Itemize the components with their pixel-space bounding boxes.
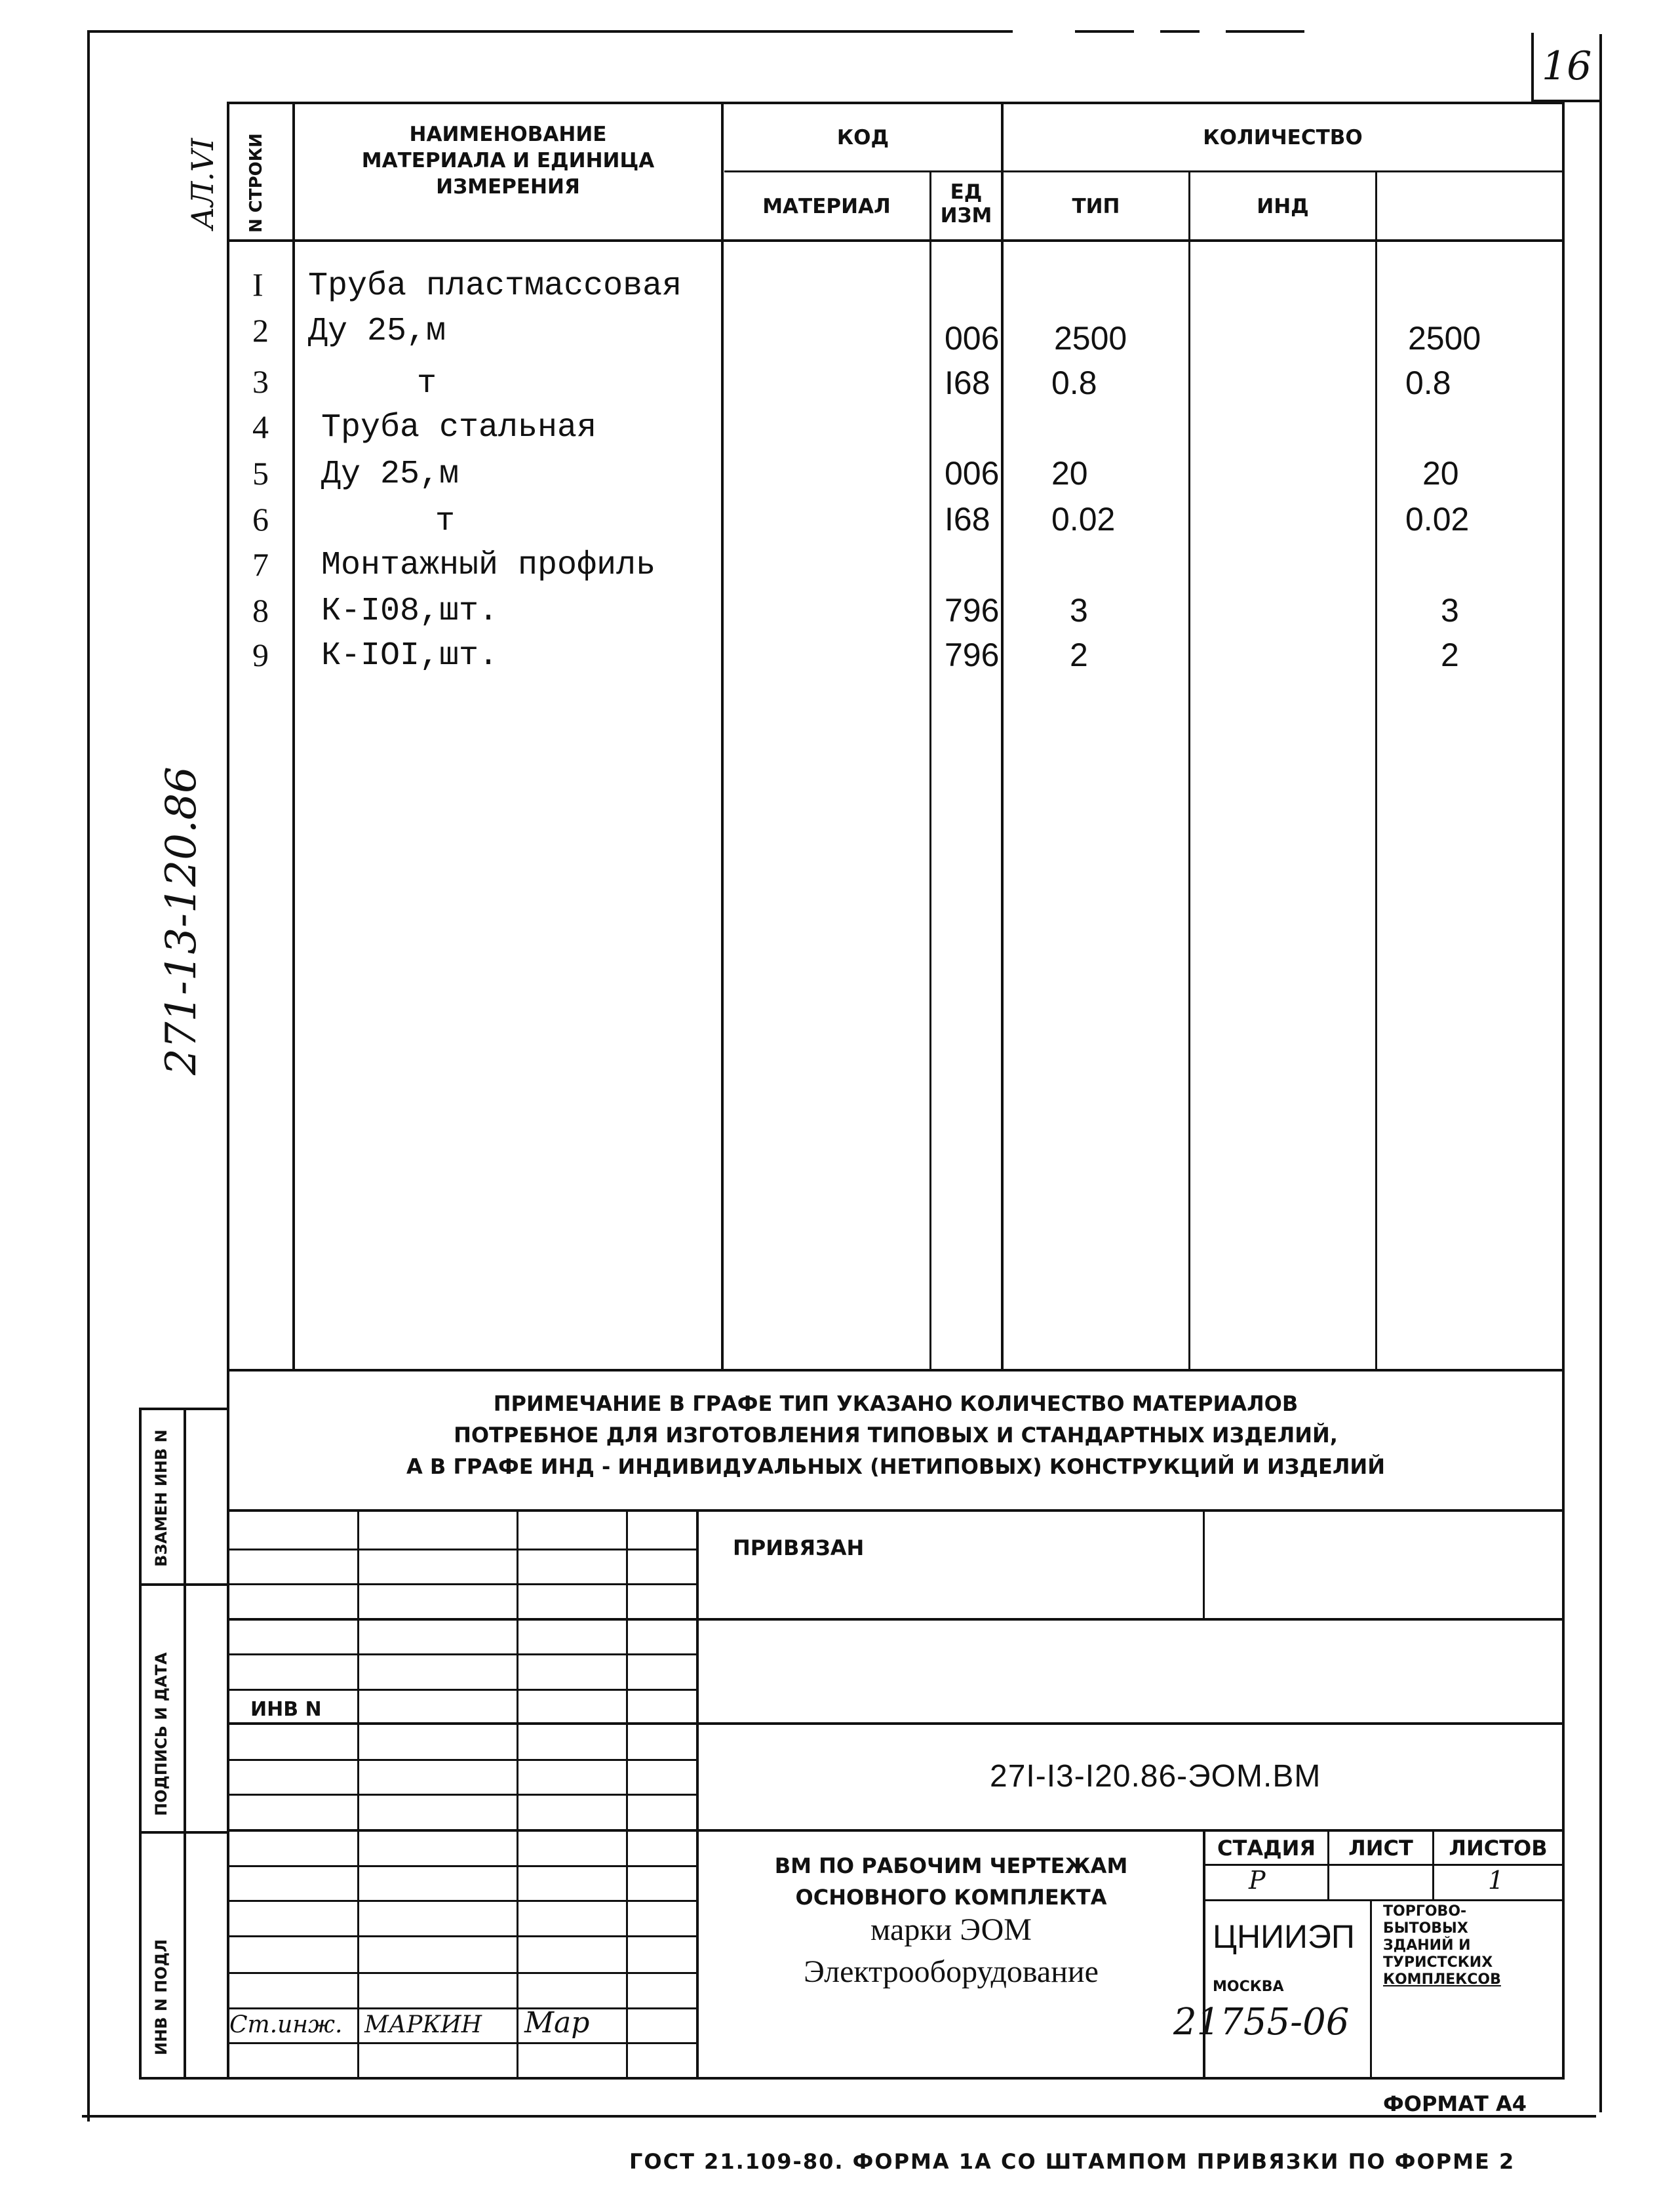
header-name-line2: МАТЕРИАЛА И ЕДИНИЦА bbox=[361, 149, 655, 172]
margin-vzamen-label: ВЗАМЕН ИНВ N bbox=[152, 1429, 170, 1567]
stamp-row-11 bbox=[228, 1900, 697, 1902]
inv-n-label: ИНВ N bbox=[250, 1698, 322, 1721]
row-name: Монтажный профиль bbox=[321, 547, 656, 584]
row-number: 3 bbox=[252, 363, 269, 400]
table-top bbox=[228, 102, 1563, 104]
stage-value: Р bbox=[1249, 1866, 1266, 1895]
row-number: 4 bbox=[252, 408, 269, 445]
header-type: ТИП bbox=[1072, 195, 1120, 218]
org-desc-line4: ТУРИСТСКИХ bbox=[1383, 1954, 1493, 1971]
row-unit: 796 bbox=[945, 592, 1000, 629]
row-number: 9 bbox=[252, 637, 269, 673]
row-number: 7 bbox=[252, 546, 269, 583]
row-type: 20 bbox=[1051, 455, 1088, 492]
stamp-row-4 bbox=[228, 1653, 697, 1655]
header-material: МАТЕРИАЛ bbox=[762, 195, 891, 218]
frame-left-line bbox=[87, 30, 90, 2122]
stamp-row-3 bbox=[228, 1618, 1563, 1621]
stamp-row-6 bbox=[228, 1722, 1563, 1725]
frame-right-line bbox=[1599, 34, 1602, 2112]
margin-strip-bottom bbox=[139, 2077, 1565, 2080]
margin-strip-sep1 bbox=[139, 1583, 229, 1586]
row-total: 2500 bbox=[1408, 320, 1481, 357]
side-document-code: 271-13-120.86 bbox=[157, 766, 206, 1075]
signature: Мар bbox=[524, 2006, 590, 2040]
frame-bottom-line bbox=[82, 2115, 1596, 2118]
table-header-bottom bbox=[228, 239, 1563, 242]
stamp-row-2 bbox=[228, 1583, 697, 1585]
privyazan-divider bbox=[1203, 1510, 1205, 1619]
title-line4: Электрооборудование bbox=[804, 1954, 1099, 1989]
format-label: ФОРМАТ А4 bbox=[1383, 2091, 1527, 2116]
privyazan-label: ПРИВЯЗАН bbox=[733, 1535, 865, 1560]
row-unit: 006 bbox=[945, 455, 1000, 492]
col-ind-right bbox=[1375, 172, 1377, 1370]
note-text bbox=[229, 1388, 1562, 1482]
stamp-row-8 bbox=[228, 1794, 697, 1796]
frame-top-dash-1 bbox=[1075, 30, 1134, 33]
title-block bbox=[699, 1850, 1203, 1913]
table-body-bottom bbox=[228, 1369, 1563, 1372]
row-name: Ду 25,м bbox=[321, 456, 459, 493]
surname-label: МАРКИН bbox=[364, 2011, 482, 2038]
stamp-row-1 bbox=[228, 1549, 697, 1550]
stamp-row-7 bbox=[228, 1759, 697, 1761]
frame-top-dash-3 bbox=[1226, 30, 1304, 33]
note-bottom bbox=[228, 1509, 1563, 1512]
org-desc-line3: ЗДАНИЙ И bbox=[1383, 1937, 1471, 1954]
header-row-number: N СТРОКИ bbox=[246, 133, 266, 233]
stage-label: СТАДИЯ bbox=[1217, 1836, 1316, 1861]
stamp-row-10 bbox=[228, 1865, 697, 1867]
row-number: 6 bbox=[252, 501, 269, 538]
stamp-row-9 bbox=[228, 1829, 1563, 1832]
note-line3: А В ГРАФЕ ИНД - ИНДИВИДУАЛЬНЫХ (НЕТИПОВЫХ) КОНСТРУКЦИЙ И ИЗДЕЛИЙ bbox=[406, 1454, 1385, 1479]
col-rowno-right bbox=[292, 102, 295, 1370]
org-divider bbox=[1370, 1899, 1372, 2078]
row-total: 3 bbox=[1441, 592, 1459, 629]
sheet-label: ЛИСТ bbox=[1348, 1836, 1413, 1861]
row-total: 2 bbox=[1441, 637, 1459, 673]
stage-row-2 bbox=[1203, 1899, 1563, 1901]
row-name: К-I08,шт. bbox=[321, 593, 499, 630]
margin-strip-left bbox=[139, 1408, 142, 2078]
header-name-line1: НАИМЕНОВАНИЕ bbox=[409, 123, 607, 146]
row-type: 2 bbox=[1070, 637, 1088, 673]
row-type: 0.8 bbox=[1051, 365, 1097, 401]
header-unit-line1: ЕД bbox=[950, 180, 983, 204]
note-line1: ПРИМЕЧАНИЕ В ГРАФЕ ТИП УКАЗАНО КОЛИЧЕСТВО МАТЕРИАЛОВ bbox=[493, 1391, 1299, 1416]
org-city: МОСКВА bbox=[1213, 1979, 1284, 1995]
title-line3: марки ЭОМ bbox=[870, 1912, 1032, 1947]
document-code: 27I-I3-I20.86-ЭОМ.ВМ bbox=[990, 1759, 1321, 1794]
note-line2: ПОТРЕБНОЕ ДЛЯ ИЗГОТОВЛЕНИЯ ТИПОВЫХ И СТАНДАРТНЫХ ИЗДЕЛИЙ, bbox=[454, 1423, 1338, 1448]
row-unit: I68 bbox=[945, 501, 990, 538]
row-name: К-IOI,шт. bbox=[321, 637, 499, 675]
row-total: 0.02 bbox=[1405, 501, 1470, 538]
sheet-number: 16 bbox=[1542, 43, 1592, 89]
header-unit-line2: ИЗМ bbox=[940, 204, 992, 227]
header-code: КОД bbox=[836, 126, 889, 149]
header-unit bbox=[931, 180, 1001, 227]
footer-standard: ГОСТ 21.109-80. ФОРМА 1А СО ШТАМПОМ ПРИВЯЗКИ ПО ФОРМЕ 2 bbox=[629, 2149, 1515, 2174]
row-number: 5 bbox=[252, 455, 269, 492]
stamp-row-12 bbox=[228, 1935, 697, 1937]
row-unit: 796 bbox=[945, 637, 1000, 673]
table-left bbox=[227, 102, 229, 2078]
sheet-box-left bbox=[1531, 33, 1534, 101]
row-unit: 006 bbox=[945, 320, 1000, 357]
row-number: 8 bbox=[252, 592, 269, 629]
sheets-label: ЛИСТОВ bbox=[1449, 1836, 1548, 1861]
row-total: 0.8 bbox=[1405, 365, 1451, 401]
header-ind: ИНД bbox=[1257, 195, 1309, 218]
col-unit-right bbox=[1001, 102, 1004, 1370]
row-type: 3 bbox=[1070, 592, 1088, 629]
stamp-row-15 bbox=[228, 2042, 697, 2044]
frame-top-dash-2 bbox=[1160, 30, 1200, 33]
row-total: 20 bbox=[1422, 455, 1459, 492]
header-name-line3: ИЗМЕРЕНИЯ bbox=[436, 175, 580, 199]
album-mark: АЛ.VI bbox=[185, 138, 220, 229]
frame-top-line bbox=[88, 30, 1013, 33]
col-name-right bbox=[721, 102, 724, 1370]
row-name: т bbox=[435, 503, 456, 540]
title-line2: ОСНОВНОГО КОМПЛЕКТА bbox=[795, 1885, 1107, 1910]
row-name: т bbox=[417, 365, 437, 403]
row-type: 0.02 bbox=[1051, 501, 1116, 538]
row-number: 2 bbox=[252, 312, 269, 349]
margin-strip-mid bbox=[184, 1408, 186, 2078]
row-name: Труба пластмассовая bbox=[308, 267, 682, 305]
org-description bbox=[1383, 1903, 1501, 1988]
stamp-row-14 bbox=[228, 2007, 697, 2009]
table-subheader-line bbox=[724, 170, 1563, 172]
org-desc-line1: ТОРГОВО- bbox=[1383, 1903, 1467, 1920]
row-number: I bbox=[252, 266, 264, 303]
stamp-row-13 bbox=[228, 1972, 697, 1974]
table-right bbox=[1562, 102, 1565, 2078]
row-name: Труба стальная bbox=[321, 409, 597, 446]
col-type-right bbox=[1188, 172, 1190, 1370]
title-line1: ВМ ПО РАБОЧИМ ЧЕРТЕЖАМ bbox=[774, 1853, 1128, 1878]
position-label: Ст.инж. bbox=[229, 2011, 343, 2038]
row-type: 2500 bbox=[1054, 320, 1127, 357]
margin-inv-podl-label: ИНВ N ПОДЛ bbox=[152, 1939, 170, 2055]
org-desc-line2: БЫТОВЫХ bbox=[1383, 1920, 1468, 1937]
org-desc-line5: КОМПЛЕКСОВ bbox=[1383, 1971, 1501, 1988]
header-name bbox=[295, 121, 721, 200]
header-quantity: КОЛИЧЕСТВО bbox=[1203, 126, 1363, 149]
margin-podpis-label: ПОДПИСЬ И ДАТА bbox=[152, 1652, 170, 1816]
org-name: ЦНИИЭП bbox=[1213, 1918, 1355, 1955]
row-unit: I68 bbox=[945, 365, 990, 401]
sheets-value: 1 bbox=[1488, 1866, 1504, 1895]
stamp-row-5 bbox=[228, 1689, 697, 1691]
col-material-right bbox=[929, 172, 931, 1370]
margin-strip-sep2 bbox=[139, 1831, 229, 1834]
margin-strip-top bbox=[139, 1408, 229, 1410]
archive-number: 21755-06 bbox=[1173, 2001, 1350, 2043]
row-name: Ду 25,м bbox=[308, 313, 446, 350]
